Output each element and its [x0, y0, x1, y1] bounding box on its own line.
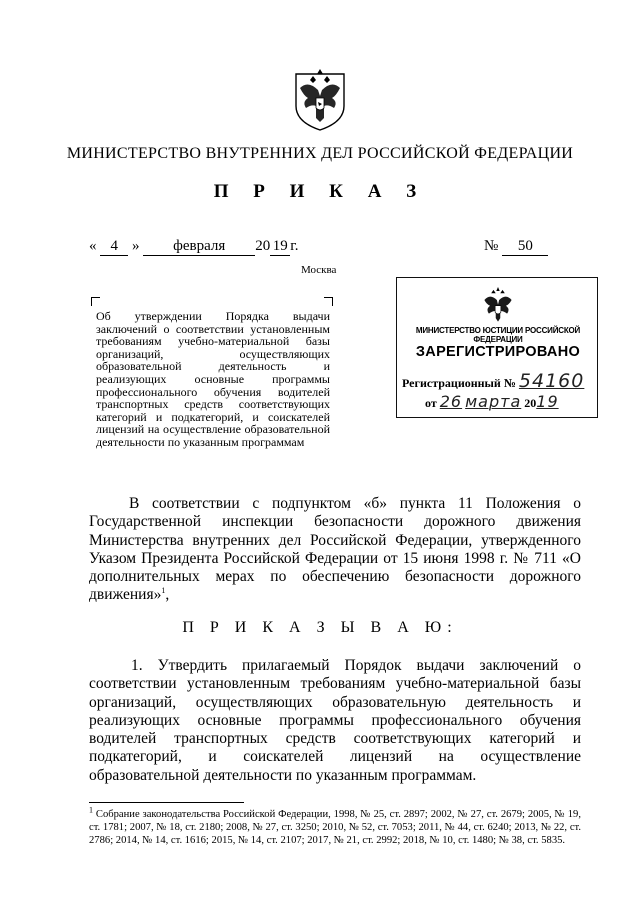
footnote-ref[interactable]: 1: [161, 586, 166, 596]
number-value: 50: [502, 238, 548, 256]
ministry-name: МИНИСТЕРСТВО ВНУТРЕННИХ ДЕЛ РОССИЙСКОЙ ФЕДЕРАЦИИ: [66, 145, 574, 162]
stamp-date-month: марта: [465, 392, 522, 411]
date-close-quote: »: [132, 238, 140, 254]
stamp-registration-number: [402, 370, 584, 392]
registration-stamp: [396, 277, 598, 418]
stamp-date-year: 19: [536, 392, 559, 411]
order-number: [484, 238, 548, 256]
date-year-unit: г.: [290, 238, 299, 254]
preamble-end: ,: [165, 586, 170, 604]
stamp-date-prefix: от: [425, 396, 437, 410]
state-emblem-icon: [290, 62, 350, 132]
order-date: [89, 238, 298, 256]
stamp-registration-date: [425, 392, 559, 411]
stamp-registered: ЗАРЕГИСТРИРОВАНО: [415, 344, 581, 360]
stamp-ministry: МИНИСТЕРСТВО ЮСТИЦИИ РОССИЙСКОЙ ФЕДЕРАЦИИ: [415, 326, 581, 344]
date-open-quote: «: [89, 238, 97, 254]
item-1-paragraph: 1. Утвердить прилагаемый Порядок выдачи заключений о соответствии установленным требованиям учебно-материальной базы организаций, осуществляющих образовательную деятельность и реализующих основные программы профессионального обучения водителей транспортных средств соответствующих категорий и подкатегорий, и соискателей лицензий на осуществление образовательной деятельности по указанным программам.: [89, 657, 581, 784]
date-year-prefix: 20: [255, 238, 271, 254]
subject-corner-left: [91, 297, 100, 306]
footnote-divider: [89, 802, 244, 803]
stamp-date-day: 26: [439, 392, 463, 411]
date-month: февраля: [143, 238, 255, 256]
stamp-date-year-prefix: 20: [524, 396, 537, 410]
footnote: [89, 805, 581, 847]
stamp-emblem-icon: [481, 284, 515, 324]
decree-heading: П Р И К А З Ы В А Ю:: [182, 619, 458, 636]
stamp-reg-label: Регистрационный №: [402, 376, 516, 390]
footnote-text: Собрание законодательства Российской Федерации, 1998, № 25, ст. 2897; 2002, № 27, ст. 2679; 2005, № 19, ст. 1781; 2007, № 18, ст. 2180; 2008, № 27, ст. 3250; 2010, № 52, ст. 7053; 2011, № 44, ст. 6240; 2013, № 22, ст. 2786; 2014, № 14, ст. 1616; 2015, № 14, ст. 2107; 2017, № 21, ст. 2992; 2018, № 10, ст. 1480; № 38, ст. 5835.: [89, 809, 581, 846]
date-day: 4: [100, 238, 128, 256]
date-year: 19: [270, 238, 290, 256]
footnote-mark: 1: [89, 805, 93, 815]
document-title: П Р И К А З: [213, 181, 427, 202]
preamble-paragraph: [89, 495, 581, 605]
city: Москва: [301, 264, 337, 276]
number-sign: №: [484, 238, 499, 254]
order-subject: Об утверждении Порядка выдачи заключений о соответствии установленным требованиям учебно-материальной базы организаций, осуществляющих образовательной деятельность и реализующих основные программы профессионального обучения водителей транспортных средств соответствующих категорий и подкатегорий, и соискателей лицензий на осуществление образовательной деятельности по указанным программам: [96, 309, 330, 449]
preamble-text: В соответствии с подпунктом «б» пункта 11 Положения о Государственной инспекции безопасности дорожного движения Министерства внутренних дел Российской Федерации, утвержденного Указом Президента Российской Федерации от 15 июня 1998 г. № 711 «О дополнительных мерах по обеспечению безопасности дорожного движения»: [89, 495, 581, 604]
subject-corner-right: [324, 297, 333, 306]
stamp-reg-number: 54160: [518, 370, 585, 392]
